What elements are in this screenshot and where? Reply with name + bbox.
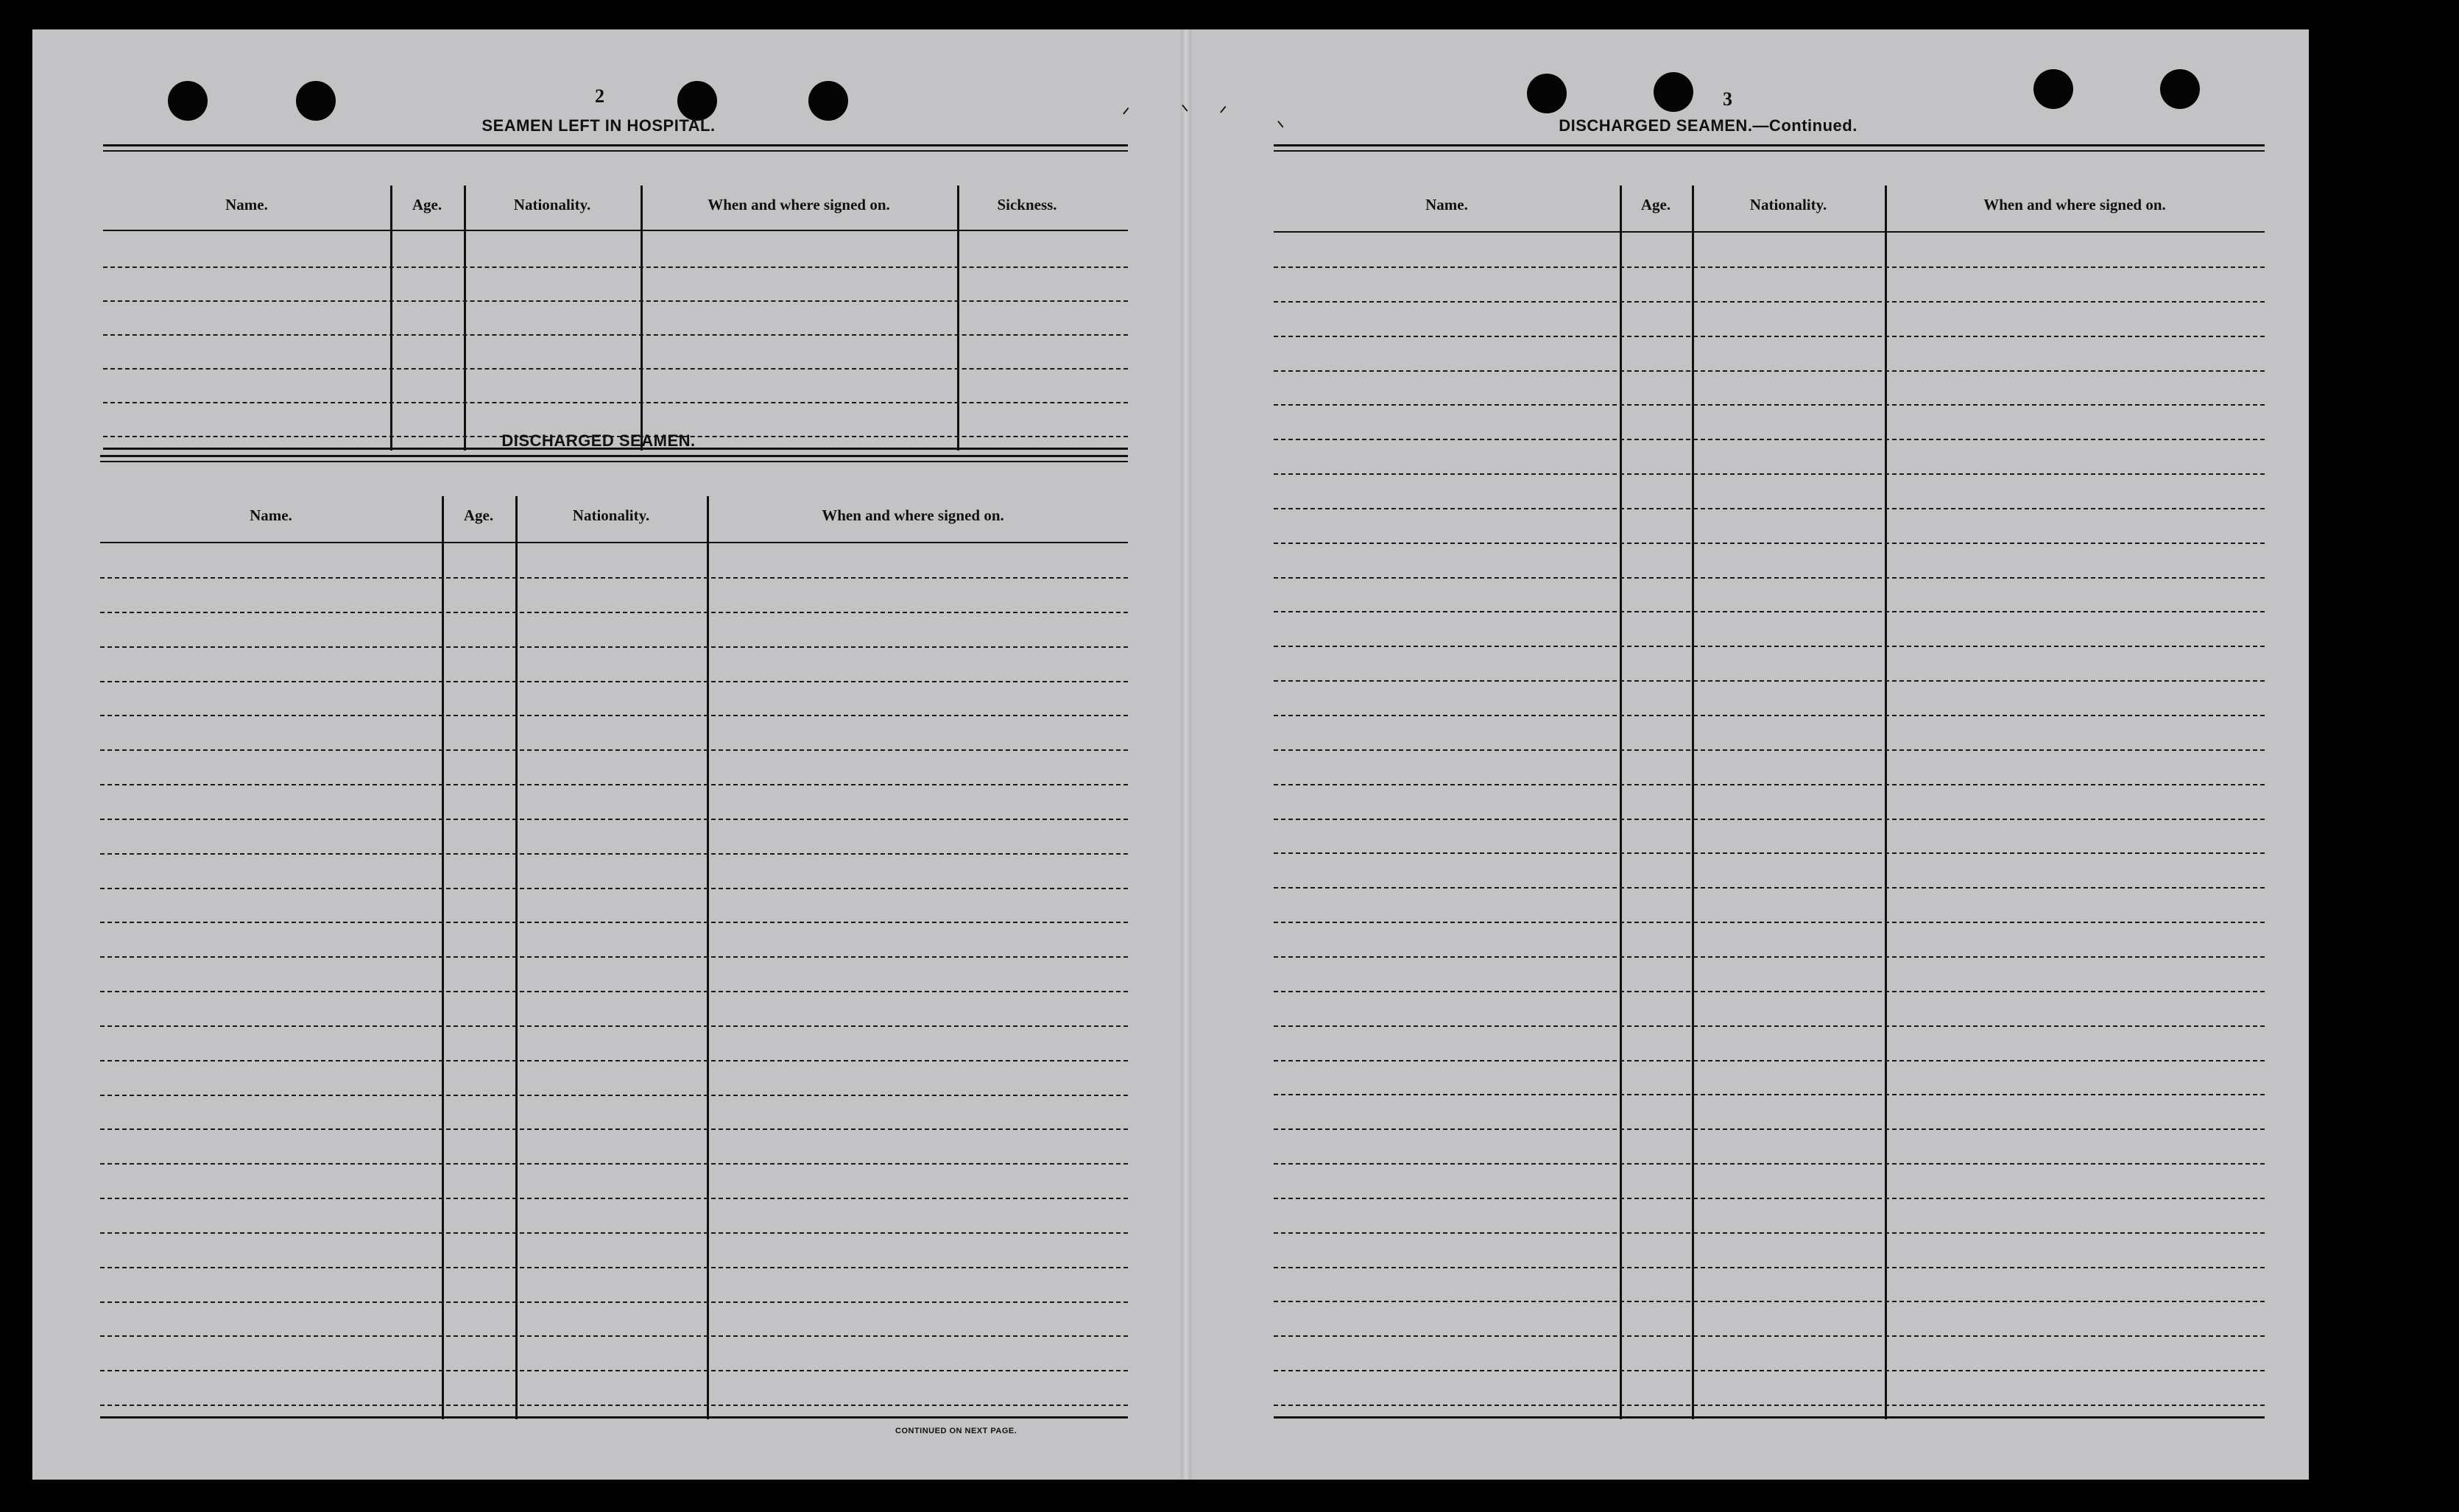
table-row [1274,852,2265,854]
table-row [1274,301,2265,303]
table-row [1274,784,2265,785]
table-row [1274,577,2265,579]
column-header-signed-on: When and where signed on. [1983,196,2166,213]
discharged-table [100,455,1128,1427]
column-header-signed-on: When and where signed on. [708,196,890,213]
table-row [1274,1163,2265,1165]
table-row [100,1405,1128,1406]
table-row [100,646,1128,648]
table-row [1274,543,2265,544]
column-divider [464,186,466,451]
table-row [103,368,1128,370]
table-row [1274,1301,2265,1302]
scan-artifact: ᐠ [1181,102,1190,124]
punch-hole [808,81,848,121]
table-row [100,1060,1128,1061]
punch-hole [296,81,336,121]
table-row [1274,508,2265,509]
table-row [1274,1060,2265,1061]
table-row [1274,922,2265,923]
table-row [100,888,1128,889]
table-row [103,266,1128,268]
table-row [100,1128,1128,1130]
page-number: 3 [1723,88,1732,110]
table-row [100,956,1128,958]
table-row [100,1163,1128,1165]
column-header-nationality: Nationality. [572,506,650,524]
table-row [100,681,1128,682]
hospital-table [103,144,1128,456]
page-fold [1181,29,1191,1480]
table-row [1274,439,2265,440]
table-row [1274,1094,2265,1095]
table-row [100,749,1128,751]
table-row [1274,1198,2265,1199]
column-divider [390,186,392,451]
discharged-continued-section-title: DISCHARGED SEAMEN.—Continued. [1559,116,1858,135]
table-row [103,334,1128,336]
table-row [1274,715,2265,716]
discharged-section-title: DISCHARGED SEAMEN. [501,431,696,450]
table-row [100,853,1128,855]
table-row [100,1267,1128,1268]
table-row [1274,749,2265,751]
left-page [32,29,1181,1480]
scan-artifact: ᐟ [1219,103,1228,125]
table-row [1274,1267,2265,1268]
table-row [1274,819,2265,820]
table-row [100,991,1128,992]
table-row [100,1025,1128,1027]
column-header-signed-on: When and where signed on. [822,506,1004,524]
column-divider [957,186,959,451]
scan-artifact: ᐟ [1122,105,1131,127]
punch-hole [1654,72,1693,112]
table-row [100,1335,1128,1337]
hospital-section-title: SEAMEN LEFT IN HOSPITAL. [481,116,716,135]
continued-note: CONTINUED ON NEXT PAGE. [895,1427,1017,1435]
table-row [1274,1370,2265,1371]
table-row [1274,370,2265,372]
column-header-name: Name. [1425,196,1468,213]
column-divider [442,496,444,1419]
column-divider [707,496,709,1419]
scanned-sheet [32,29,2309,1480]
punch-hole [1527,74,1567,113]
table-row [100,612,1128,613]
punch-hole [677,81,717,121]
column-header-nationality: Nationality. [513,196,591,213]
table-row [1274,887,2265,889]
table-row [100,819,1128,820]
table-row [1274,646,2265,647]
table-row [1274,1025,2265,1027]
column-header-nationality: Nationality. [1749,196,1827,213]
table-row [100,577,1128,579]
table-row [100,1095,1128,1096]
table-row [100,784,1128,785]
table-row [1274,1128,2265,1130]
table-row [1274,680,2265,682]
page-number: 2 [595,85,604,107]
column-divider [641,186,643,451]
table-row [1274,473,2265,475]
column-header-age: Age. [463,506,494,524]
table-row [100,922,1128,923]
punch-hole [2160,69,2200,109]
column-header-sickness: Sickness. [997,196,1057,213]
right-page [1191,29,2309,1480]
column-header-age: Age. [412,196,442,213]
table-row [100,1370,1128,1371]
table-row [1274,1232,2265,1234]
table-row [100,1232,1128,1234]
table-row [1274,991,2265,992]
table-row [1274,404,2265,406]
punch-hole [2033,69,2073,109]
column-header-age: Age. [1640,196,1671,213]
scan-artifact: ᐠ [1277,118,1285,140]
table-row [1274,956,2265,958]
table-row [1274,1405,2265,1406]
column-header-name: Name. [250,506,292,524]
table-row [1274,266,2265,268]
table-row [1274,1335,2265,1337]
column-divider [515,496,518,1419]
table-row [100,1198,1128,1199]
table-row [100,715,1128,716]
column-header-name: Name. [225,196,268,213]
table-row [100,1301,1128,1303]
punch-hole [168,81,208,121]
table-row [1274,336,2265,337]
table-row [103,300,1128,302]
discharged-continued-table [1274,144,2265,1425]
table-row [1274,611,2265,612]
table-row [103,402,1128,403]
